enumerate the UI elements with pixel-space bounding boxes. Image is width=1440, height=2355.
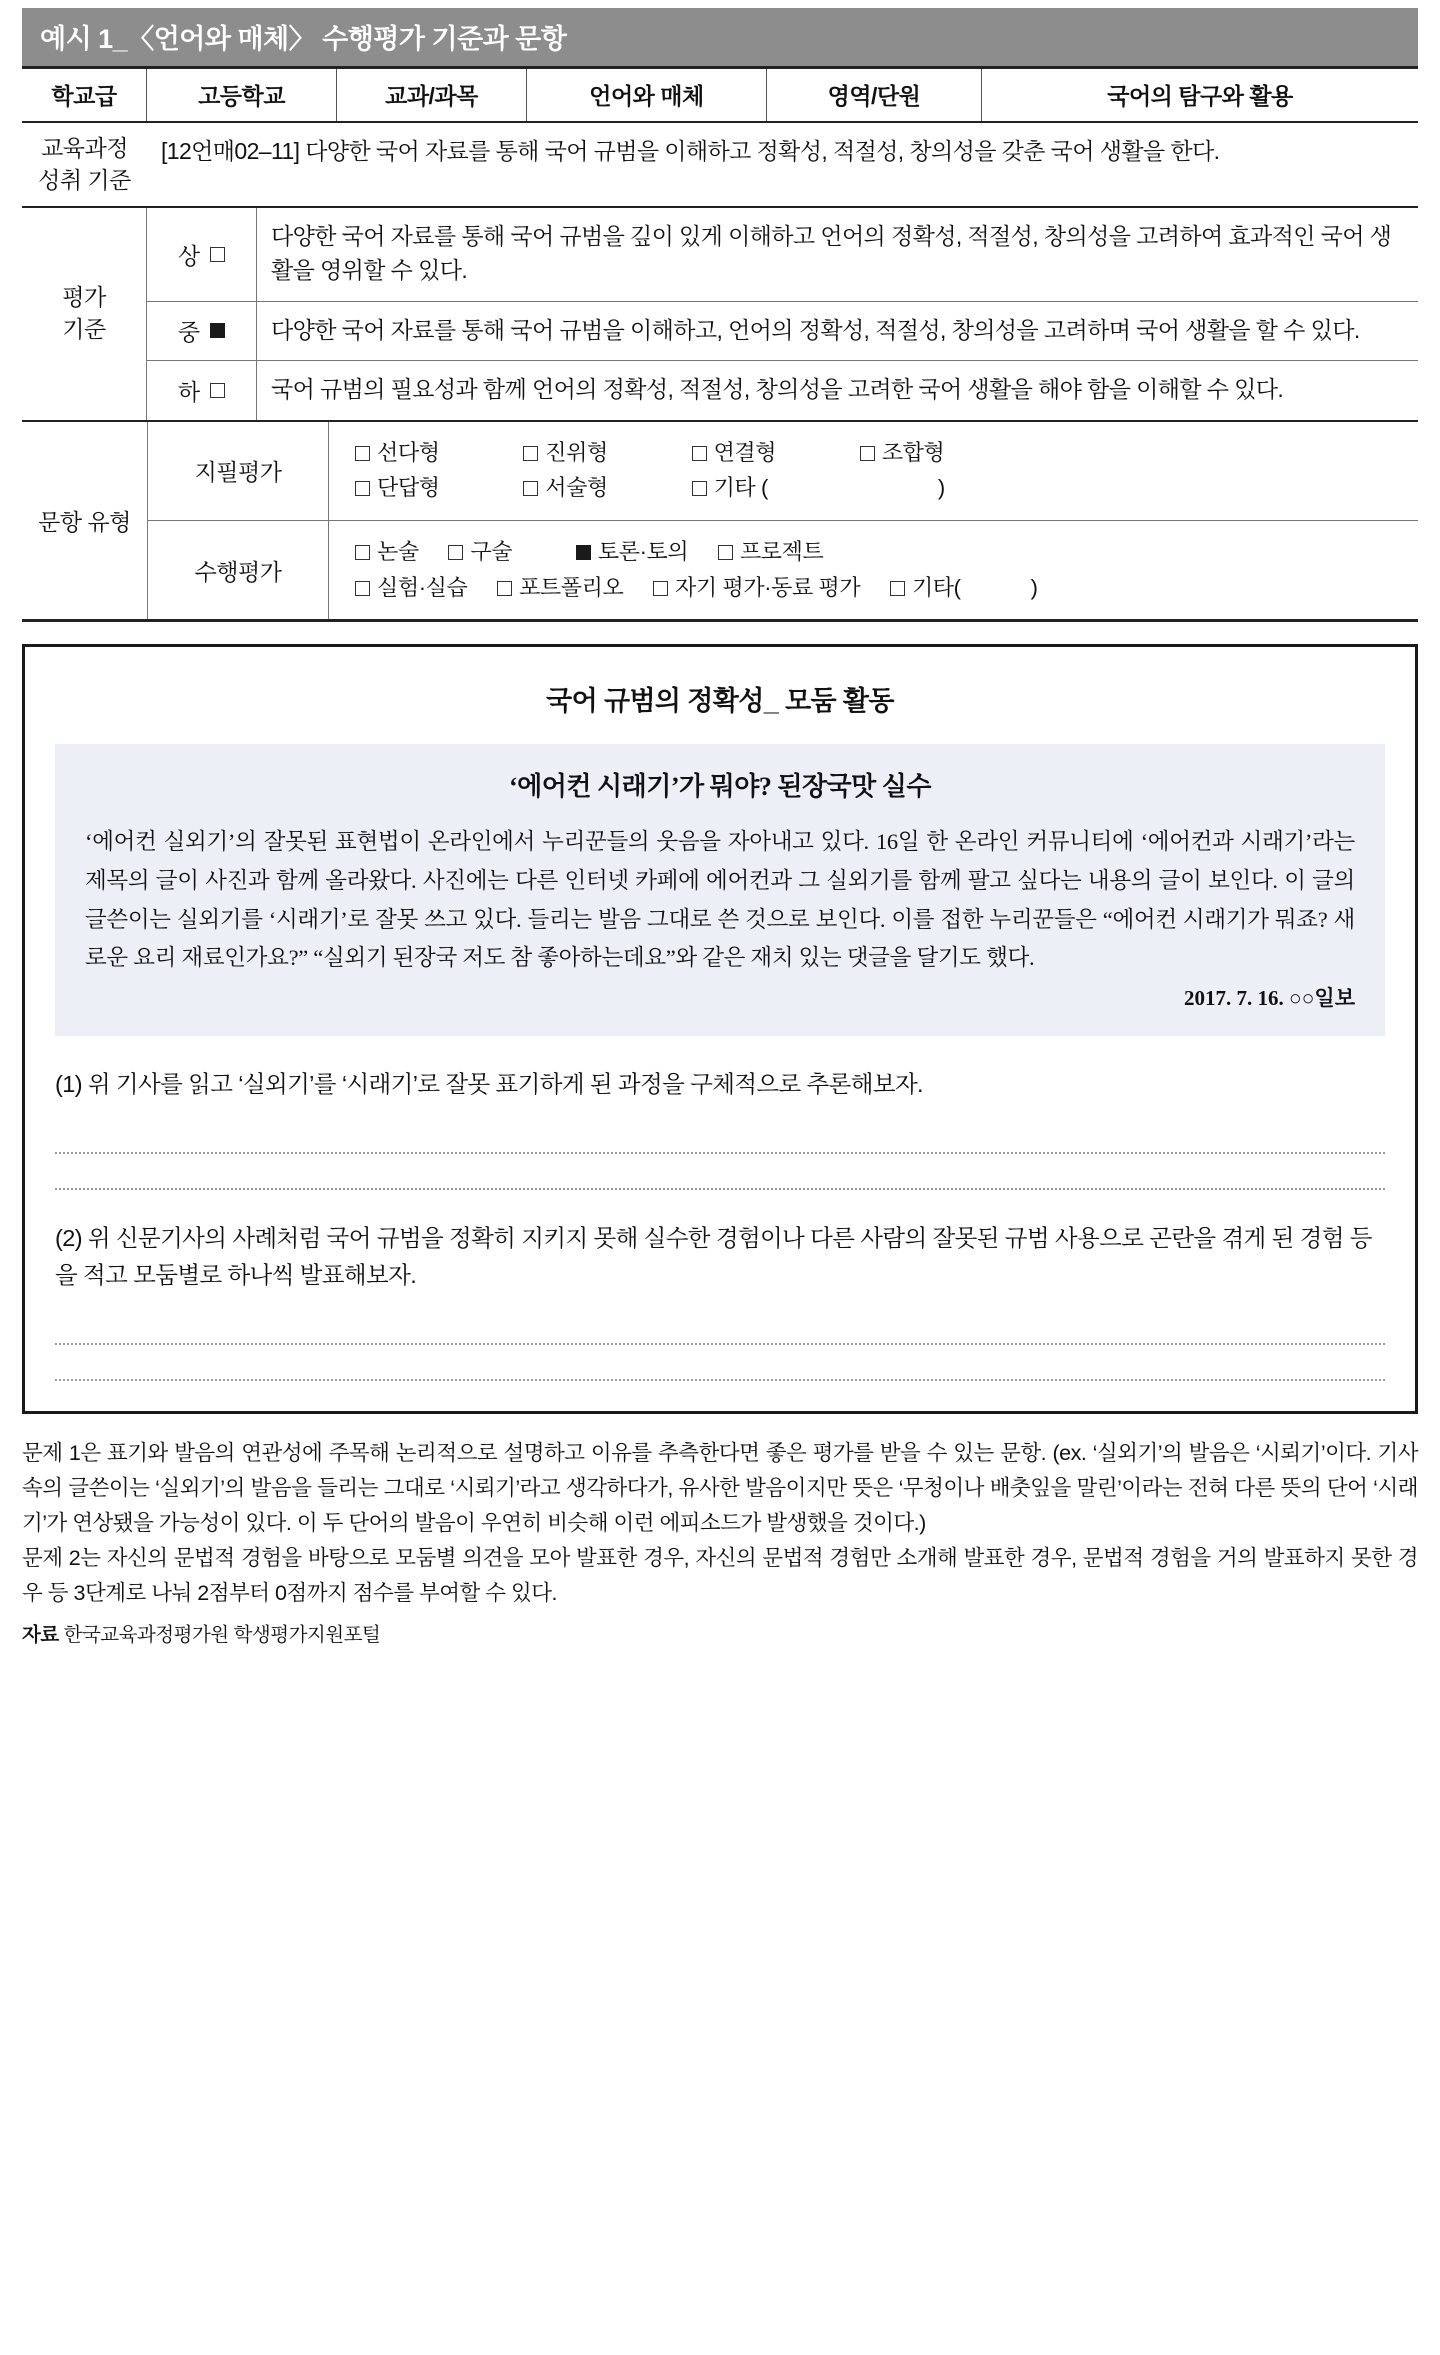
option-oral[interactable]: 구술 bbox=[448, 534, 512, 570]
option-multiple-choice[interactable]: 선다형 bbox=[355, 435, 440, 471]
notes-section bbox=[22, 1436, 1418, 1652]
checkbox-icon[interactable] bbox=[448, 545, 463, 560]
activity-card bbox=[22, 644, 1418, 1414]
criteria-mid-text: 다양한 국어 자료를 통해 국어 규범을 이해하고, 언어의 정확성, 적절성, 창의성을 고려하며 국어 생활을 할 수 있다. bbox=[271, 316, 1360, 343]
criteria-high-text: 다양한 국어 자료를 통해 국어 규범을 깊이 있게 이해하고 언어의 정확성, 적절성, 창의성을 고려하여 효과적인 국어 생활을 영위할 수 있다. bbox=[271, 223, 1392, 284]
checkbox-icon[interactable] bbox=[718, 545, 733, 560]
criteria-row-low bbox=[147, 361, 1418, 420]
criteria-table bbox=[22, 66, 1418, 622]
option-self-peer-evaluation[interactable]: 자기 평가·동료 평가 bbox=[653, 570, 860, 606]
note-paragraph-1: 문제 1은 표기와 발음의 연관성에 주목해 논리적으로 설명하고 이유를 추측한다면 좋은 평가를 받을 수 있는 문항. (ex. ‘실외기’의 발음은 ‘시뢰기’이다. 기사 속의 글쓴이는 ‘실외기’의 발음을 들리는 그대로 ‘시뢰기’라고 생각하다가, 유사한 발음이지만 뜻은 ‘무청이나 배춧잎을 말린’이라는 전혀 다른 뜻의 단어 ‘시래기’가 연상됐을 가능성이 있다. 이 두 단어의 발음이 우연히 비슷해 이런 에피소드가 발생했을 것이다.) bbox=[22, 1441, 1418, 1535]
criteria-row-mid bbox=[147, 302, 1418, 362]
checkbox-icon[interactable] bbox=[890, 581, 905, 596]
checkbox-icon[interactable] bbox=[860, 446, 875, 461]
criteria-mid-checkbox[interactable] bbox=[210, 323, 225, 338]
checkbox-icon[interactable] bbox=[355, 581, 370, 596]
checkbox-icon[interactable] bbox=[523, 481, 538, 496]
article-box bbox=[55, 744, 1385, 1036]
option-descriptive[interactable]: 서술형 bbox=[523, 470, 608, 506]
item-type-performance-options bbox=[329, 521, 1418, 619]
checkbox-icon[interactable] bbox=[576, 545, 591, 560]
option-matching[interactable]: 연결형 bbox=[692, 435, 777, 471]
header-domain-label: 영역/단원 bbox=[767, 69, 982, 121]
checkbox-icon[interactable] bbox=[653, 581, 668, 596]
header-subject-label: 교과/과목 bbox=[337, 69, 527, 121]
note-paragraph-2: 문제 2는 자신의 문법적 경험을 바탕으로 모둠별 의견을 모아 발표한 경우, 자신의 문법적 경험만 소개해 발표한 경우, 문법적 경험을 거의 발표하지 못한 경우 등 3단계로 나눠 2점부터 0점까지 점수를 부여할 수 있다. bbox=[22, 1545, 1418, 1605]
answer-line[interactable] bbox=[55, 1154, 1385, 1190]
item-type-label: 문항 유형 bbox=[22, 422, 148, 620]
item-type-performance bbox=[148, 521, 1418, 619]
option-portfolio[interactable]: 포트폴리오 bbox=[497, 570, 623, 606]
option-essay[interactable]: 논술 bbox=[355, 534, 419, 570]
item-type-written bbox=[148, 422, 1418, 521]
checkbox-icon[interactable] bbox=[692, 446, 707, 461]
criteria-level-mid[interactable] bbox=[147, 302, 257, 361]
evaluation-criteria-label: 평가 기준 bbox=[22, 208, 147, 419]
achievement-standard-text: [12언매02–11] 다양한 국어 자료를 통해 국어 규범을 이해하고 정확성, 적절성, 창의성을 갖춘 국어 생활을 한다. bbox=[161, 138, 1220, 164]
option-other-performance[interactable]: 기타( ) bbox=[890, 570, 1038, 606]
checkbox-icon[interactable] bbox=[355, 545, 370, 560]
page-title: 예시 1_〈언어와 매체〉 수행평가 기준과 문항 bbox=[22, 8, 1418, 66]
checkbox-icon[interactable] bbox=[355, 481, 370, 496]
option-true-false[interactable]: 진위형 bbox=[523, 435, 608, 471]
answer-line[interactable] bbox=[55, 1345, 1385, 1381]
article-headline: ‘에어컨 시래기’가 뭐야? 된장국맛 실수 bbox=[508, 772, 932, 802]
source-label: 자료 bbox=[22, 1624, 59, 1647]
header-school-level-label: 학교급 bbox=[22, 69, 147, 121]
criteria-low-checkbox[interactable] bbox=[210, 383, 225, 398]
activity-title: 국어 규범의 정확성_ 모둠 활동 bbox=[546, 686, 894, 717]
option-combination[interactable]: 조합형 bbox=[860, 435, 945, 471]
question-2: (2) 위 신문기사의 사례처럼 국어 규범을 정확히 지키지 못해 실수한 경험이나 다른 사람의 잘못된 규범 사용으로 곤란을 겪게 된 경험 등을 적고 모둠별로 하나씩 발표해보자. bbox=[55, 1225, 1372, 1288]
answer-line[interactable] bbox=[55, 1309, 1385, 1345]
criteria-low-text: 국어 규범의 필요성과 함께 언어의 정확성, 적절성, 창의성을 고려한 국어 생활을 해야 함을 이해할 수 있다. bbox=[271, 376, 1284, 403]
option-debate-discussion[interactable]: 토론·토의 bbox=[576, 534, 688, 570]
item-type-block bbox=[22, 422, 1418, 623]
source-text: 한국교육과정평가원 학생평가지원포털 bbox=[63, 1624, 381, 1647]
option-other-written[interactable]: 기타 ( ) bbox=[692, 470, 945, 506]
evaluation-criteria-block bbox=[22, 208, 1418, 421]
criteria-level-mid-mark: 중 bbox=[177, 319, 201, 346]
option-experiment-practice[interactable]: 실험·실습 bbox=[355, 570, 467, 606]
header-subject-value: 언어와 매체 bbox=[527, 69, 767, 121]
achievement-standard-row bbox=[22, 123, 1418, 208]
achievement-standard-label: 교육과정 성취 기준 bbox=[38, 135, 131, 193]
header-school-level-value: 고등학교 bbox=[147, 69, 337, 121]
criteria-level-low-mark: 하 bbox=[177, 378, 201, 405]
checkbox-icon[interactable] bbox=[497, 581, 512, 596]
item-type-performance-label: 수행평가 bbox=[148, 521, 329, 619]
option-short-answer[interactable]: 단답형 bbox=[355, 470, 440, 506]
item-type-written-options bbox=[329, 422, 1418, 520]
item-type-written-label: 지필평가 bbox=[148, 422, 329, 520]
table-header-row bbox=[22, 66, 1418, 123]
source-line bbox=[22, 1620, 1418, 1652]
criteria-level-low[interactable] bbox=[147, 361, 257, 420]
article-body: ‘에어컨 실외기’의 잘못된 표현법이 온라인에서 누리꾼들의 웃음을 자아내고 있다. 16일 한 온라인 커뮤니티에 ‘에어컨과 시래기’라는 제목의 글이 사진과 함께 올라왔다. 사진에는 다른 인터넷 카페에 에어컨과 그 실외기를 함께 팔고 싶다는 내용의 글이 보인다. 이 글의 글쓴이는 실외기를 ‘시래기’로 잘못 쓰고 있다. 들리는 발음 그대로 쓴 것으로 보인다. 이를 접한 누리꾼들은 “에어컨 시래기가 뭐죠? 새로운 요리 재료인가요?” “실외기 된장국 저도 참 좋아하는데요”와 같은 재치 있는 댓글을 달기도 했다. bbox=[85, 829, 1355, 971]
question-1: (1) 위 기사를 읽고 ‘실외기’를 ‘시래기’로 잘못 표기하게 된 과정을 구체적으로 추론해보자. bbox=[55, 1071, 923, 1098]
option-project[interactable]: 프로젝트 bbox=[718, 534, 823, 570]
checkbox-icon[interactable] bbox=[692, 481, 707, 496]
criteria-level-high[interactable] bbox=[147, 208, 257, 300]
criteria-row-high bbox=[147, 208, 1418, 301]
answer-line[interactable] bbox=[55, 1118, 1385, 1154]
checkbox-icon[interactable] bbox=[523, 446, 538, 461]
criteria-level-high-mark: 상 bbox=[177, 243, 201, 270]
header-domain-value: 국어의 탐구와 활용 bbox=[1107, 83, 1293, 109]
criteria-high-checkbox[interactable] bbox=[210, 247, 225, 262]
checkbox-icon[interactable] bbox=[355, 446, 370, 461]
article-source: 2017. 7. 16. ○○일보 bbox=[1184, 986, 1355, 1011]
document-page bbox=[0, 8, 1440, 1668]
